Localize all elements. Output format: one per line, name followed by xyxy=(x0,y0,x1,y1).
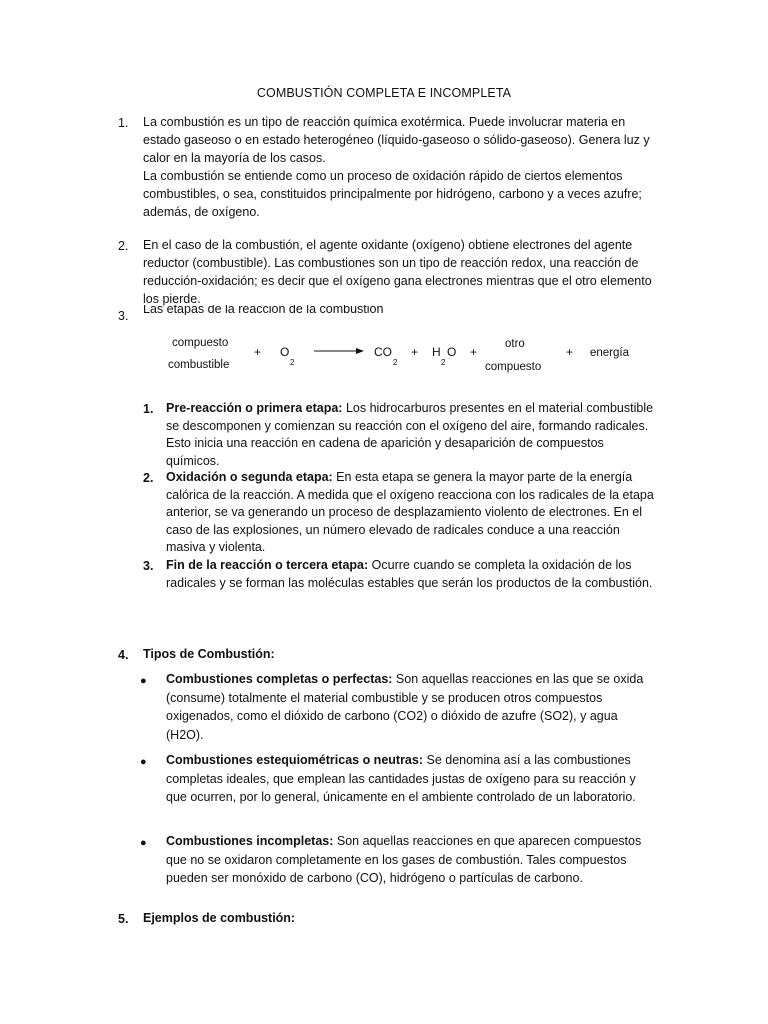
eq-water-oxygen: O xyxy=(447,345,457,359)
stage-2-number: 2. xyxy=(143,471,154,485)
eq-plus-2: + xyxy=(411,345,419,359)
type-1-body: Son aquellas reacciones en las que se oxida (consume) totalmente el material combustible y se producen otros compuestos oxigenados, como el dióxido de carbono (CO2) o dióxido de azufre (SO2), y agua (H2O). xyxy=(166,672,644,742)
type-2-label: Combustiones estequiométricas o neutras: xyxy=(166,753,424,767)
combustion-equation xyxy=(150,332,650,377)
stage-3-number: 3. xyxy=(143,559,154,573)
type-2-text xyxy=(166,751,656,807)
type-2-body: Se denomina así a las combustiones completas ideales, que emplean las cantidades justas de oxígeno para su reacción y que ocurren, por lo general, únicamente en el ambiente controlado de un laboratorio. xyxy=(166,753,636,804)
section-4-heading: Tipos de Combustión: xyxy=(143,647,275,661)
type-3-text xyxy=(166,832,656,888)
type-3-label: Combustiones incompletas: xyxy=(166,834,334,848)
stage-2-body: En esta etapa se genera la mayor parte de la energía calórica de la reacción. A medida que el oxígeno reacciona con los radicales de la etapa anterior, se va generando un proceso de desplazamiento violento de electrones. En el caso de las explosiones, un número elevado de radicales conduce a una reacción masiva y violenta. xyxy=(166,470,654,554)
stage-3-label: Fin de la reacción o tercera etapa: xyxy=(166,558,369,572)
stage-1-text xyxy=(166,400,656,470)
section-2-body xyxy=(143,236,663,308)
section-3-clipped-text: Las etapas de la reacción de la combustión xyxy=(143,305,384,315)
section-2-paragraph-1: En el caso de la combustión, el agente oxidante (oxígeno) obtiene electrones del agente reductor (combustible). Las combustiones son un tipo de reacción redox, una reacción de reducción-oxidación; es decir que el oxígeno gana electrones mientras que el otro elemento los pierde. xyxy=(143,238,652,306)
section-1-body xyxy=(143,113,663,221)
eq-plus-3: + xyxy=(470,345,478,359)
section-3-number: 3. xyxy=(118,309,129,323)
eq-co-subscript: 2 xyxy=(393,358,398,367)
bullet-2: ● xyxy=(140,756,147,768)
type-3-body: Son aquellas reacciones en que aparecen compuestos que no se oxidaron completamente en los gases de combustión. Tales compuestos pueden ser monóxido de carbono (CO), hidrógeno o partículas de carbono. xyxy=(166,834,642,885)
eq-arrow-head xyxy=(356,348,364,354)
section-3-clipped-heading xyxy=(143,305,443,315)
section-1-paragraph-1: La combustión es un tipo de reacción química exotérmica. Puede involucrar materia en estado gaseoso o en estado heterogéneo (líquido-gaseoso o sólido-gaseoso). Genera luz y calor en la mayoría de los casos. xyxy=(143,115,650,165)
eq-energy: energía xyxy=(590,347,630,359)
equation-graphic xyxy=(150,332,650,377)
stage-1-number: 1. xyxy=(143,402,154,416)
eq-co: CO xyxy=(374,345,392,359)
section-5-heading: Ejemplos de combustión: xyxy=(143,911,296,925)
stage-1-body: Los hidrocarburos presentes en el material combustible se descomponen y comienzan su reacción con el oxígeno del aire, formando radicales. Esto inicia una reacción en cadena de aparición y desaparición de compuestos químicos. xyxy=(166,401,654,468)
stage-3-body: Ocurre cuando se completa la oxidación de los radicales y se forman las moléculas estables que serán los productos de la combustión. xyxy=(166,558,653,590)
bullet-1: ● xyxy=(140,675,147,687)
eq-oxygen-subscript: 2 xyxy=(290,358,295,367)
stage-2-label: Oxidación o segunda etapa: xyxy=(166,470,333,484)
section-5-number: 5. xyxy=(118,912,129,926)
eq-plus-4: + xyxy=(566,345,574,359)
eq-plus-1: + xyxy=(254,345,262,359)
eq-other-bottom: compuesto xyxy=(485,361,542,373)
eq-reactant-top: compuesto xyxy=(172,337,229,349)
bullet-3: ● xyxy=(140,837,147,849)
eq-hydrogen: H xyxy=(432,345,441,359)
stage-3-text xyxy=(166,557,656,592)
eq-oxygen: O xyxy=(280,345,290,359)
section-1-paragraph-2: La combustión se entiende como un proceso de oxidación rápido de ciertos elementos combustibles, o sea, constituidos principalmente por hidrógeno, carbono y a veces azufre; además, de oxígeno. xyxy=(143,169,642,219)
type-1-text xyxy=(166,670,656,744)
section-4-number: 4. xyxy=(118,648,129,662)
type-1-label: Combustiones completas o perfectas: xyxy=(166,672,393,686)
stage-1-label: Pre-reacción o primera etapa: xyxy=(166,401,343,415)
eq-reactant-bottom: combustible xyxy=(168,359,230,371)
section-1-number: 1. xyxy=(118,116,129,130)
page-title: COMBUSTIÓN COMPLETA E INCOMPLETA xyxy=(256,86,512,100)
section-2-number: 2. xyxy=(118,239,129,253)
eq-other-top: otro xyxy=(505,338,525,350)
stage-2-text xyxy=(166,469,656,557)
eq-hydrogen-subscript: 2 xyxy=(441,358,446,367)
